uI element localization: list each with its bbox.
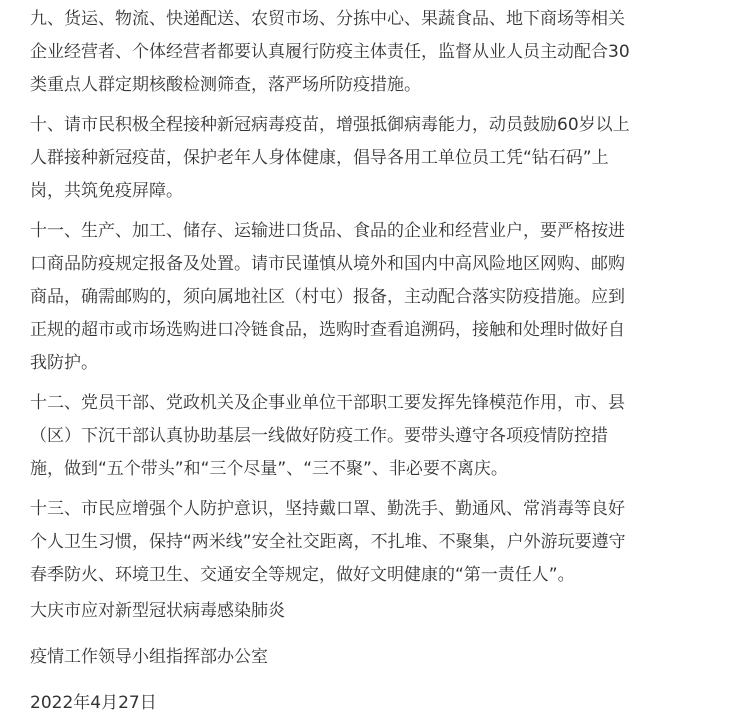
signature-date: 2022年4月27日 [30,693,157,713]
paragraph-item-12: 十二、党员干部、党政机关及企事业单位干部职工要发挥先锋模范作用，市、县（区）下沉干部认真协助基层一线做好防疫工作。要带头遵守各项疫情防控措施，做到“五个带头”和“三个尽量”、“三不聚”、非必要不离庆。 [30,393,625,479]
signature-organization-line-1: 大庆市应对新型冠状病毒感染肺炎 [30,601,285,621]
paragraph-item-13: 十三、市民应增强个人防护意识，坚持戴口罩、勤洗手、勤通风、常消毒等良好个人卫生习惯，保持“两米线”安全社交距离，不扎堆、不聚集，户外游玩要遵守春季防火、环境卫生、交通安全等规定，做好文明健康的“第一责任人”。 [30,499,626,585]
paragraph-item-11: 十一、生产、加工、储存、运输进口货品、食品的企业和经营业户，要严格按进口商品防疫规定报备及处置。请市民谨慎从境外和国内中高风险地区网购、邮购商品，确需邮购的，须向属地社区（村屯）报备，主动配合落实防疫措施。应到正规的超市或市场选购进口冷链食品，选购时查看追溯码，接触和处理时做好自我防护。 [30,221,625,373]
paragraph-item-10: 十、请市民积极全程接种新冠病毒疫苗，增强抵御病毒能力，动员鼓励60岁以上人群接种新冠疫苗，保护老年人身体健康，倡导各用工单位员工凭“钻石码”上岗，共筑免疫屏障。 [30,115,630,201]
signature-organization-line-2: 疫情工作领导小组指挥部办公室 [30,647,268,667]
paragraph-item-9: 九、货运、物流、快递配送、农贸市场、分拣中心、果蔬食品、地下商场等相关企业经营者、个体经营者都要认真履行防疫主体责任，监督从业人员主动配合30类重点人群定期核酸检测筛查，落严场所防疫措施。 [30,9,630,95]
